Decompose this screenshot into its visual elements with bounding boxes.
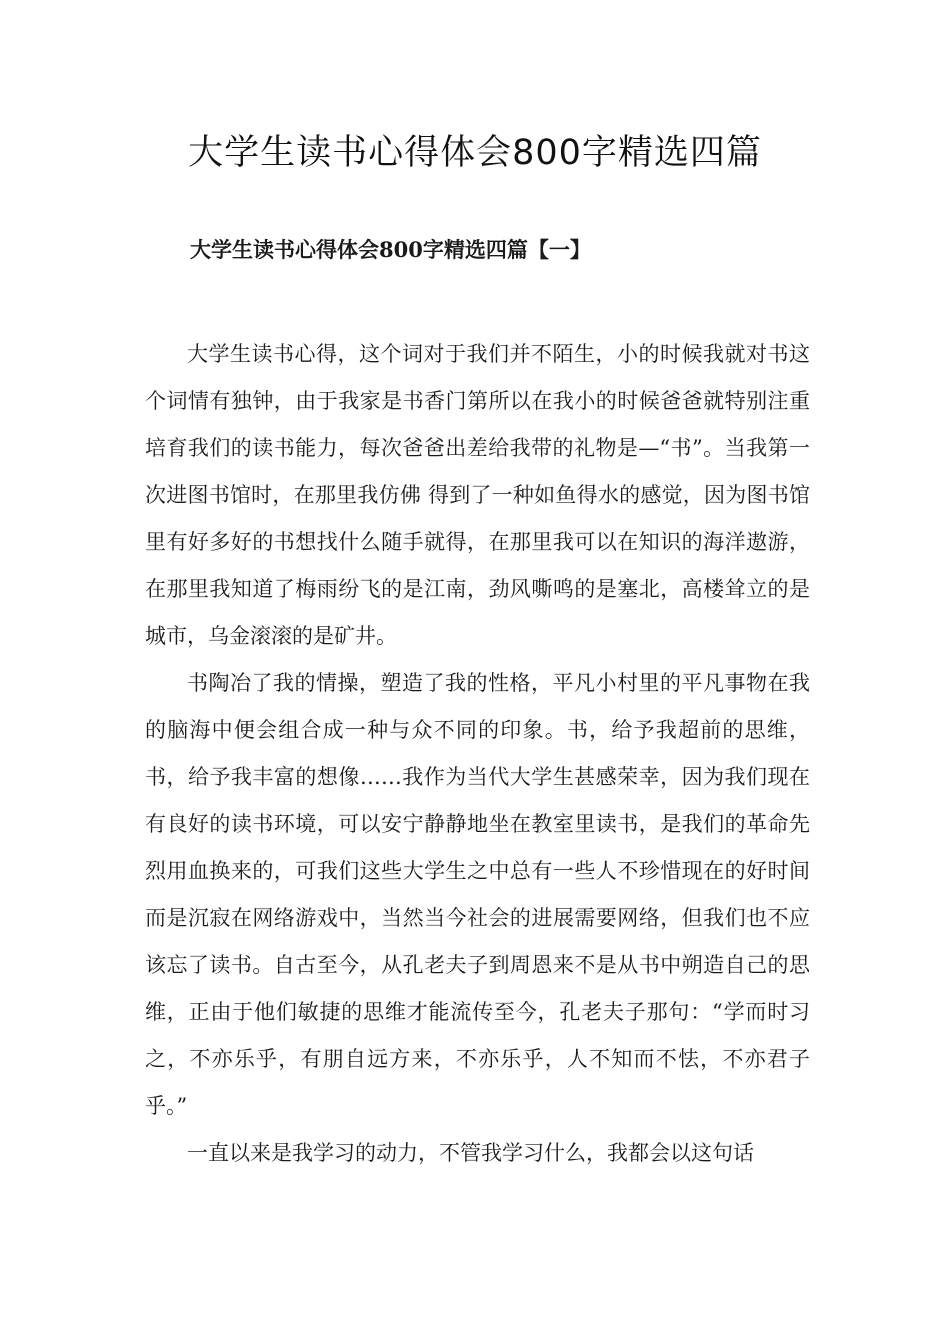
document-title: 大学生读书心得体会800字精选四篇	[188, 133, 762, 173]
paragraph: 书陶冶了我的情操，塑造了我的性格，平凡小村里的平凡事物在我的脑海中便会组合成一种与众不同的印象。书，给予我超前的思维，书，给予我丰富的想像……我作为当代大学生甚感荣幸，因为我们现在有良好的读书环境，可以安宁静静地坐在教室里读书，是我们的革命先烈用血换来的，可我们这些大学生之中总有一些人不珍惜现在的好时间而是沉寂在网络游戏中，当然当今社会的进展需要网络，但我们也不应该忘了读书。自古至今，从孔老夫子到周恩来不是从书中朔造自己的思维，正由于他们敏捷的思维才能流传至今，孔老夫子那句：“学而时习之，不亦乐乎，有朋自远方来，不亦乐乎，人不知而不怯，不亦君子乎。”	[145, 671, 810, 1118]
paragraph: 一直以来是我学习的动力，不管我学习什么，我都会以这句话	[187, 1141, 754, 1165]
document-body	[145, 331, 810, 1177]
section-heading: 大学生读书心得体会800字精选四篇【一】	[190, 237, 591, 262]
paragraph: 大学生读书心得，这个词对于我们并不陌生，小的时候我就对书这个词情有独钟，由于我家是书香门第所以在我小的时候爸爸就特别注重培育我们的读书能力，每次爸爸出差给我带的礼物是—“书”。当我第一次进图书馆时，在那里我仿佛 得到了一种如鱼得水的感觉，因为图书馆里有好多好的书想找什么随手就得，在那里我可以在知识的海洋遨游，在那里我知道了梅雨纷飞的是江南，劲风嘶鸣的是塞北，高楼耸立的是城市，乌金滚滚的是矿井。	[145, 342, 810, 648]
